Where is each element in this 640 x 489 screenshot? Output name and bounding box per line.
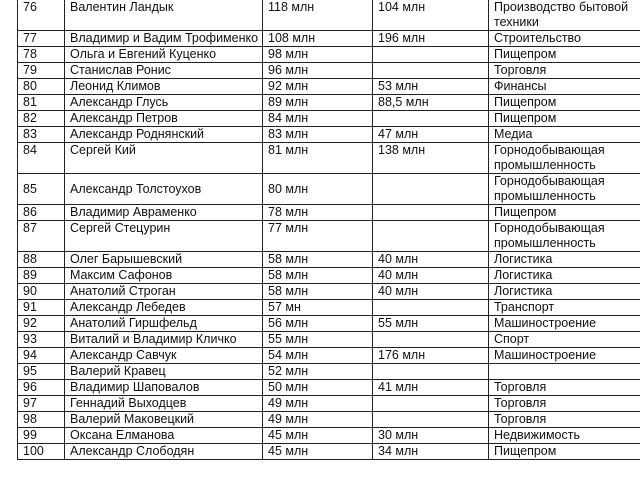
rank-cell: 87 (18, 221, 65, 252)
name-cell: Валерий Маковецкий (65, 412, 263, 428)
rank-cell: 84 (18, 143, 65, 174)
prev-wealth-cell (373, 47, 489, 63)
sector-cell: Торговля (489, 380, 640, 396)
wealth-cell: 118 млн (263, 0, 373, 31)
table-row (18, 143, 640, 174)
table-row (18, 396, 640, 412)
name-cell: Александр Лебедев (65, 300, 263, 316)
table-row (18, 428, 640, 444)
name-cell: Олег Барышевский (65, 252, 263, 268)
name-cell: Анатолий Гиршфельд (65, 316, 263, 332)
rank-cell: 81 (18, 95, 65, 111)
wealth-cell: 50 млн (263, 380, 373, 396)
rank-cell: 83 (18, 127, 65, 143)
rank-cell: 90 (18, 284, 65, 300)
wealth-cell: 49 млн (263, 412, 373, 428)
table-row (18, 79, 640, 95)
name-cell: Леонид Климов (65, 79, 263, 95)
prev-wealth-cell (373, 221, 489, 252)
rank-cell: 80 (18, 79, 65, 95)
wealth-cell: 92 млн (263, 79, 373, 95)
sector-cell: Пищепром (489, 47, 640, 63)
wealth-cell: 81 млн (263, 143, 373, 174)
prev-wealth-cell (373, 111, 489, 127)
name-cell: Станислав Ронис (65, 63, 263, 79)
wealth-cell: 80 млн (263, 174, 373, 205)
sector-cell: Машиностроение (489, 348, 640, 364)
table-row (18, 332, 640, 348)
name-cell: Валентин Ландык (65, 0, 263, 31)
wealth-cell: 96 млн (263, 63, 373, 79)
wealth-cell: 55 млн (263, 332, 373, 348)
sector-cell: Производство бытовой техники (489, 0, 640, 31)
rank-cell: 86 (18, 205, 65, 221)
table-row (18, 31, 640, 47)
prev-wealth-cell (373, 396, 489, 412)
name-cell: Анатолий Строган (65, 284, 263, 300)
prev-wealth-cell: 88,5 млн (373, 95, 489, 111)
prev-wealth-cell: 138 млн (373, 143, 489, 174)
prev-wealth-cell (373, 412, 489, 428)
sector-cell: Торговля (489, 412, 640, 428)
table-row (18, 300, 640, 316)
prev-wealth-cell: 30 млн (373, 428, 489, 444)
sector-cell: Пищепром (489, 95, 640, 111)
table-row (18, 364, 640, 380)
prev-wealth-cell: 47 млн (373, 127, 489, 143)
rich-list-table (17, 0, 640, 460)
table-row (18, 47, 640, 63)
table-row (18, 205, 640, 221)
wealth-cell: 58 млн (263, 284, 373, 300)
table-row (18, 111, 640, 127)
table-row (18, 95, 640, 111)
sector-cell: Торговля (489, 63, 640, 79)
name-cell: Виталий и Владимир Кличко (65, 332, 263, 348)
sector-cell: Пищепром (489, 111, 640, 127)
rank-cell: 92 (18, 316, 65, 332)
table-row (18, 284, 640, 300)
prev-wealth-cell: 34 млн (373, 444, 489, 460)
wealth-cell: 54 млн (263, 348, 373, 364)
name-cell: Александр Слободян (65, 444, 263, 460)
prev-wealth-cell: 104 млн (373, 0, 489, 31)
prev-wealth-cell (373, 300, 489, 316)
wealth-cell: 56 млн (263, 316, 373, 332)
rank-cell: 82 (18, 111, 65, 127)
prev-wealth-cell (373, 63, 489, 79)
prev-wealth-cell: 176 млн (373, 348, 489, 364)
wealth-cell: 78 млн (263, 205, 373, 221)
name-cell: Александр Савчук (65, 348, 263, 364)
table-row (18, 174, 640, 205)
table-row (18, 348, 640, 364)
wealth-cell: 108 млн (263, 31, 373, 47)
rank-cell: 93 (18, 332, 65, 348)
rank-cell: 79 (18, 63, 65, 79)
wealth-cell: 58 млн (263, 268, 373, 284)
name-cell: Максим Сафонов (65, 268, 263, 284)
table-row (18, 444, 640, 460)
name-cell: Валерий Кравец (65, 364, 263, 380)
name-cell: Сергей Кий (65, 143, 263, 174)
name-cell: Александр Петров (65, 111, 263, 127)
rank-cell: 77 (18, 31, 65, 47)
sector-cell: Логистика (489, 252, 640, 268)
prev-wealth-cell: 55 млн (373, 316, 489, 332)
name-cell: Александр Глусь (65, 95, 263, 111)
sector-cell: Логистика (489, 268, 640, 284)
prev-wealth-cell (373, 174, 489, 205)
wealth-cell: 77 млн (263, 221, 373, 252)
name-cell: Ольга и Евгений Куценко (65, 47, 263, 63)
name-cell: Александр Толстоухов (65, 174, 263, 205)
sector-cell: Горнодобывающая промышленность (489, 174, 640, 205)
rank-cell: 94 (18, 348, 65, 364)
sector-cell: Медиа (489, 127, 640, 143)
table-row (18, 127, 640, 143)
name-cell: Оксана Елманова (65, 428, 263, 444)
table-row (18, 252, 640, 268)
rank-cell: 97 (18, 396, 65, 412)
wealth-cell: 58 млн (263, 252, 373, 268)
sector-cell: Строительство (489, 31, 640, 47)
sector-cell: Недвижимость (489, 428, 640, 444)
sector-cell: Финансы (489, 79, 640, 95)
name-cell: Владимир Шаповалов (65, 380, 263, 396)
rank-cell: 91 (18, 300, 65, 316)
rank-cell: 88 (18, 252, 65, 268)
sector-cell: Горнодобывающая промышленность (489, 143, 640, 174)
rank-cell: 100 (18, 444, 65, 460)
prev-wealth-cell: 196 млн (373, 31, 489, 47)
wealth-cell: 45 млн (263, 428, 373, 444)
rank-cell: 95 (18, 364, 65, 380)
prev-wealth-cell (373, 332, 489, 348)
name-cell: Геннадий Выходцев (65, 396, 263, 412)
sector-cell: Горнодобывающая промышленность (489, 221, 640, 252)
prev-wealth-cell: 40 млн (373, 268, 489, 284)
sector-cell: Пищепром (489, 205, 640, 221)
sector-cell: Транспорт (489, 300, 640, 316)
wealth-cell: 49 млн (263, 396, 373, 412)
prev-wealth-cell: 40 млн (373, 252, 489, 268)
rank-cell: 99 (18, 428, 65, 444)
wealth-cell: 83 млн (263, 127, 373, 143)
sector-cell: Торговля (489, 396, 640, 412)
wealth-cell: 98 млн (263, 47, 373, 63)
table-row (18, 316, 640, 332)
name-cell: Александр Роднянский (65, 127, 263, 143)
wealth-cell: 89 млн (263, 95, 373, 111)
sector-cell (489, 364, 640, 380)
name-cell: Владимир Авраменко (65, 205, 263, 221)
sector-cell: Спорт (489, 332, 640, 348)
wealth-cell: 45 млн (263, 444, 373, 460)
name-cell: Сергей Стецурин (65, 221, 263, 252)
prev-wealth-cell: 40 млн (373, 284, 489, 300)
prev-wealth-cell (373, 364, 489, 380)
table-row (18, 380, 640, 396)
table-row (18, 221, 640, 252)
rank-cell: 89 (18, 268, 65, 284)
rank-cell: 85 (18, 174, 65, 205)
table-row (18, 63, 640, 79)
prev-wealth-cell: 41 млн (373, 380, 489, 396)
table-row (18, 412, 640, 428)
rank-cell: 98 (18, 412, 65, 428)
sector-cell: Машиностроение (489, 316, 640, 332)
wealth-cell: 57 мн (263, 300, 373, 316)
wealth-cell: 84 млн (263, 111, 373, 127)
rank-cell: 78 (18, 47, 65, 63)
prev-wealth-cell (373, 205, 489, 221)
rank-cell: 96 (18, 380, 65, 396)
name-cell: Владимир и Вадим Трофименко (65, 31, 263, 47)
table-row (18, 0, 640, 31)
wealth-cell: 52 млн (263, 364, 373, 380)
rank-cell: 76 (18, 0, 65, 31)
prev-wealth-cell: 53 млн (373, 79, 489, 95)
sector-cell: Логистика (489, 284, 640, 300)
table-body (18, 0, 640, 460)
table-row (18, 268, 640, 284)
sector-cell: Пищепром (489, 444, 640, 460)
